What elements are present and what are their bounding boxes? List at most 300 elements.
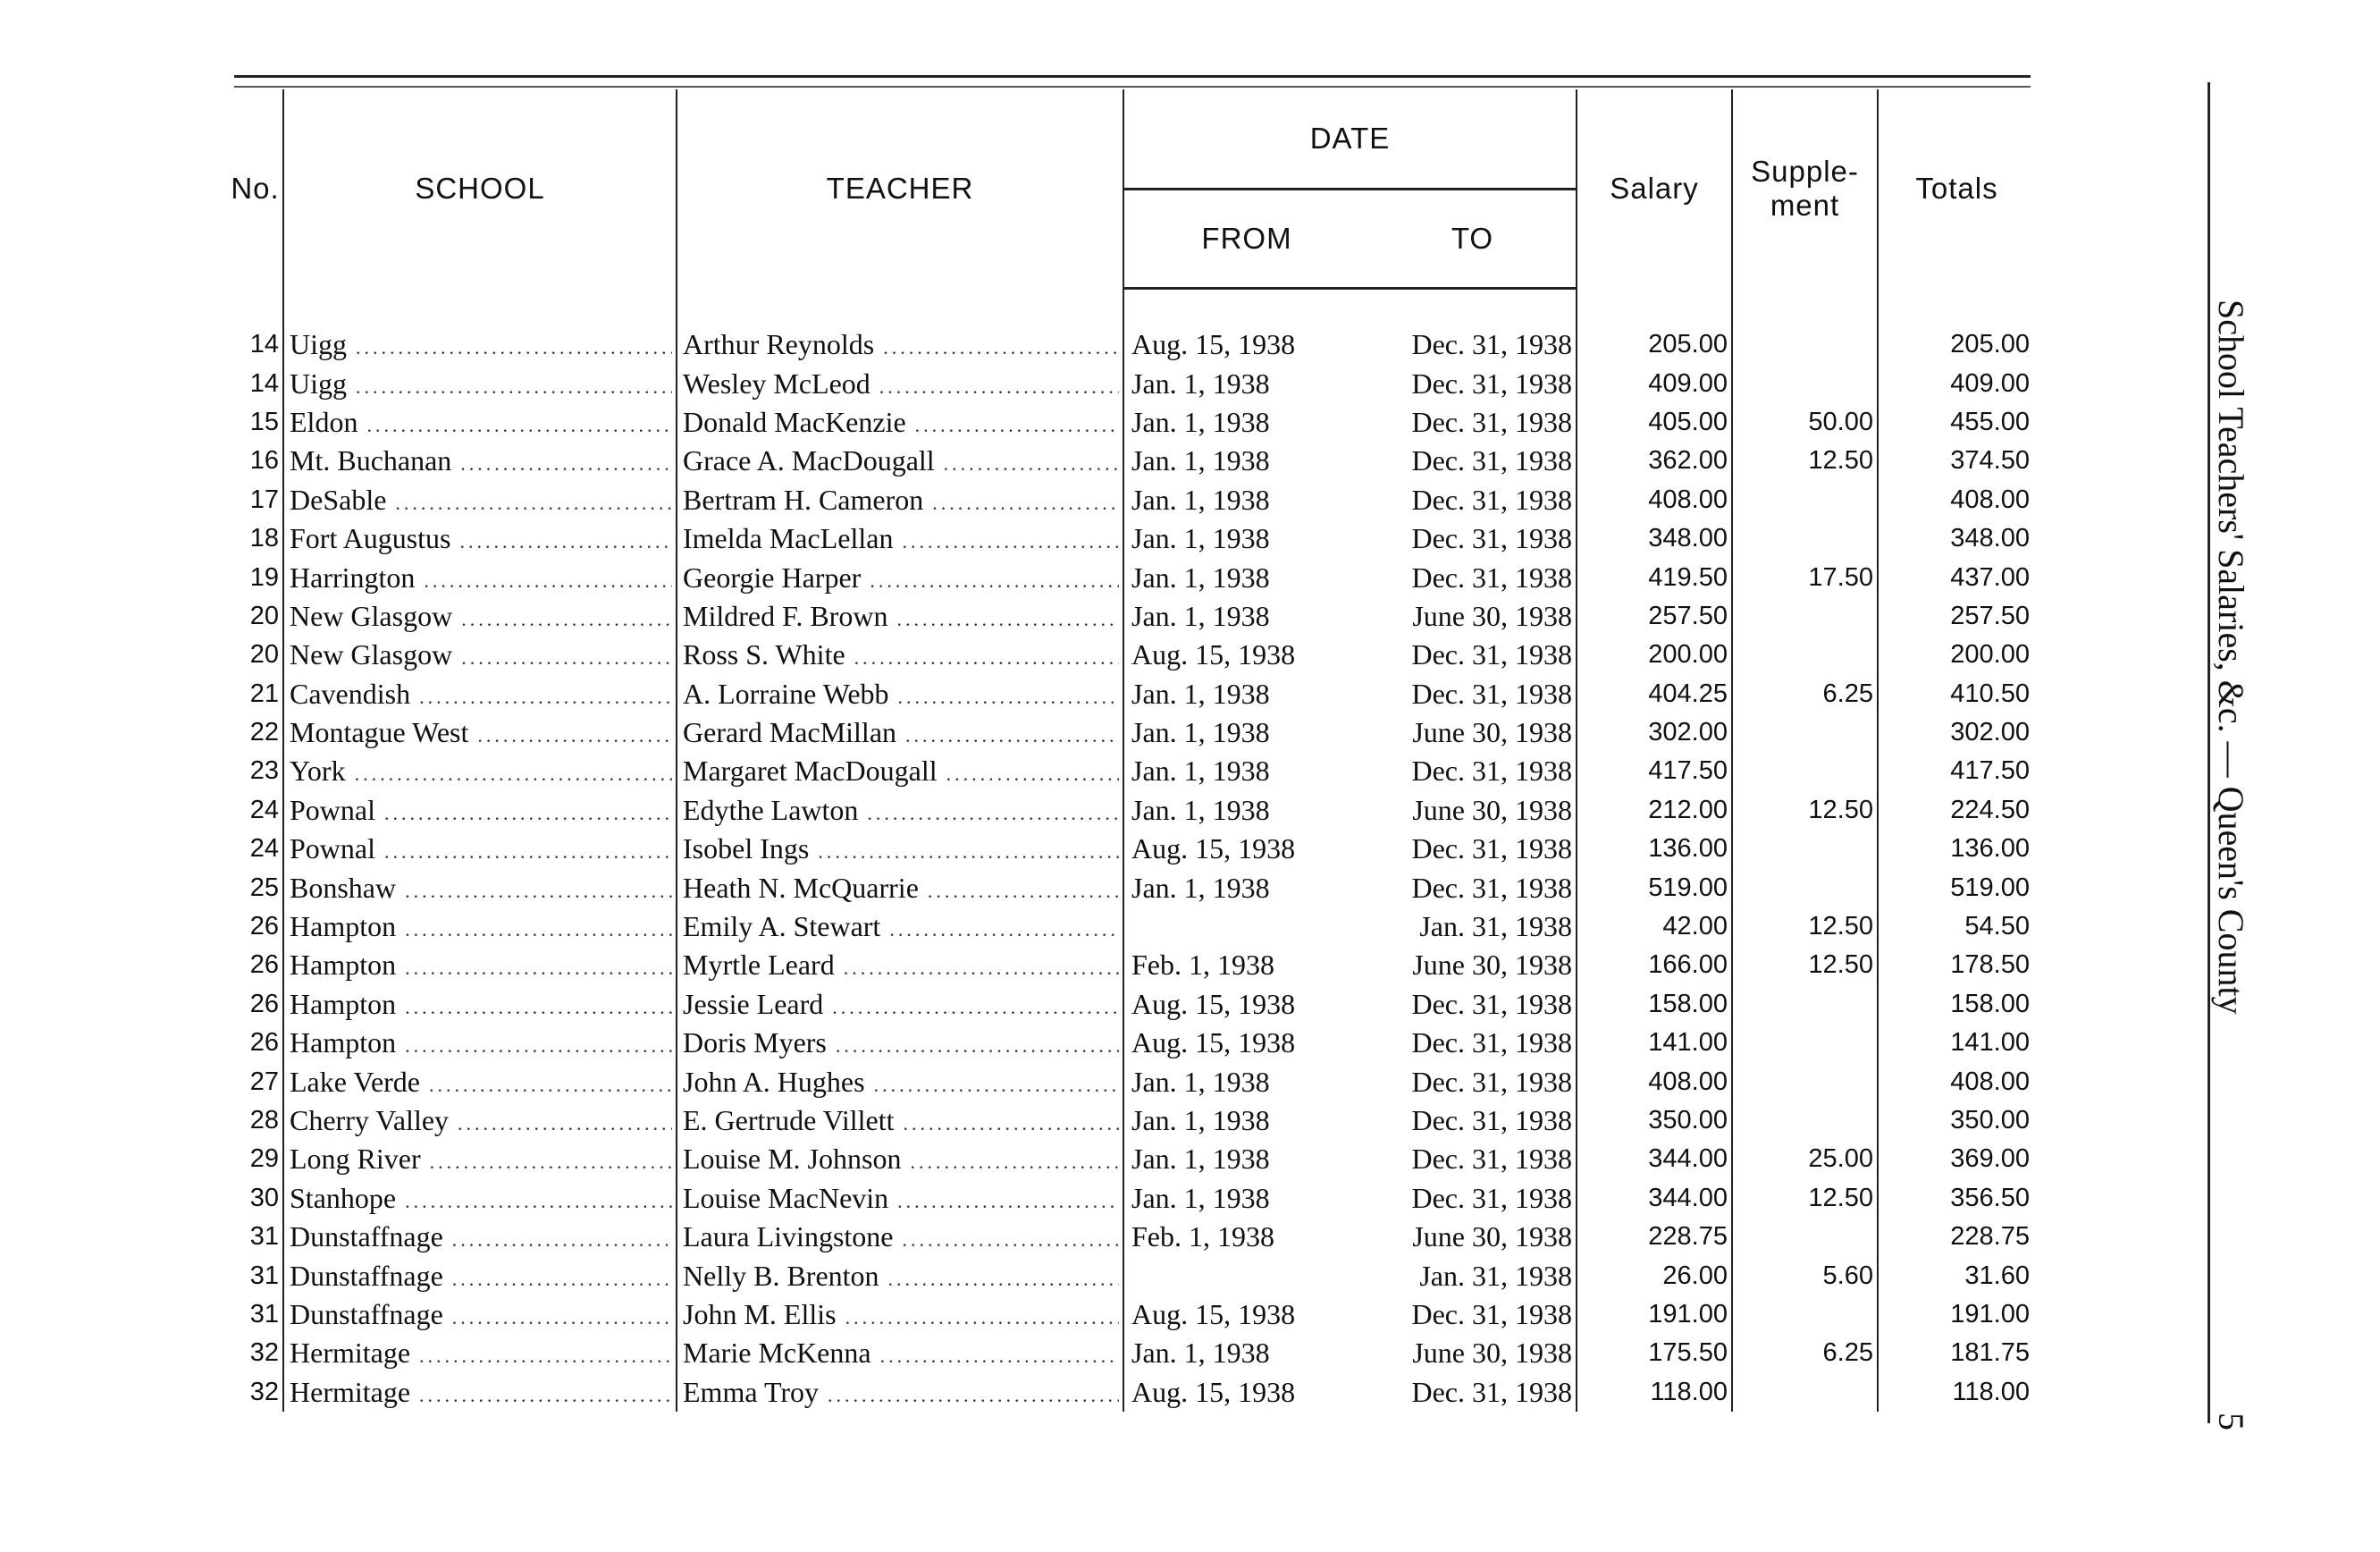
school-cell xyxy=(283,558,677,596)
salary-cell: 404.25 xyxy=(1577,675,1732,713)
teacher-cell-text: Imelda MacLellan xyxy=(683,522,894,555)
from-date-cell: Jan. 1, 1938 xyxy=(1123,1140,1369,1178)
teacher-cell-text: A. Lorraine Webb xyxy=(683,677,889,710)
row-number: 24 xyxy=(249,795,279,824)
total-cell: 410.50 xyxy=(1950,679,2030,708)
table-row xyxy=(228,636,2035,674)
table-row xyxy=(228,907,2035,946)
school-cell xyxy=(283,597,677,636)
dot-leader xyxy=(405,1190,672,1213)
dot-leader xyxy=(932,492,1119,515)
row-number: 23 xyxy=(249,756,279,786)
school-cell xyxy=(283,364,677,402)
from-date-cell: Jan. 1, 1938 xyxy=(1123,713,1369,752)
to-date-cell: June 30, 1938 xyxy=(1412,793,1572,826)
header-from: FROM xyxy=(1123,190,1369,289)
header-salary: Salary xyxy=(1577,89,1732,289)
teacher-cell xyxy=(677,519,1123,558)
dot-leader xyxy=(356,375,672,399)
spacer-row xyxy=(228,289,2035,326)
header-teacher: TEACHER xyxy=(677,89,1123,289)
salary-cell: 212.00 xyxy=(1577,791,1732,830)
dot-leader xyxy=(459,530,672,553)
school-cell xyxy=(283,1295,677,1334)
dot-leader xyxy=(828,1384,1119,1407)
teacher-cell xyxy=(677,675,1123,713)
table-row xyxy=(228,1373,2035,1412)
row-number: 21 xyxy=(249,679,279,708)
supplement-cell xyxy=(1732,752,1878,790)
table-row xyxy=(228,791,2035,830)
total-cell: 118.00 xyxy=(1952,1377,2030,1406)
supplement-cell xyxy=(1732,1295,1878,1334)
school-cell-text: Pownal xyxy=(290,793,375,826)
table-row xyxy=(228,364,2035,402)
supplement-cell: 6.25 xyxy=(1732,1334,1878,1372)
school-cell-text: Hampton xyxy=(290,910,397,943)
school-cell xyxy=(283,1140,677,1178)
teacher-cell-text: Mildred F. Brown xyxy=(683,599,888,632)
school-cell-text: Hampton xyxy=(290,987,397,1020)
from-date-cell: Jan. 1, 1938 xyxy=(1123,1101,1369,1140)
header-totals: Totals xyxy=(1878,89,2035,289)
school-cell-text: Long River xyxy=(290,1143,421,1176)
school-cell xyxy=(283,1218,677,1256)
table-row xyxy=(228,868,2035,907)
salary-cell: 405.00 xyxy=(1577,403,1732,442)
top-double-rule xyxy=(234,75,2031,78)
to-date-cell: June 30, 1938 xyxy=(1412,949,1572,982)
teacher-cell xyxy=(677,558,1123,596)
school-cell-text: Montague West xyxy=(290,716,469,749)
school-cell-text: Hampton xyxy=(290,949,397,982)
school-cell xyxy=(283,1062,677,1101)
row-number: 15 xyxy=(249,407,279,436)
teacher-cell-text: Isobel Ings xyxy=(683,832,810,865)
from-date-cell: Jan. 1, 1938 xyxy=(1123,1062,1369,1101)
from-date-cell: Jan. 1, 1938 xyxy=(1123,442,1369,480)
school-cell xyxy=(283,713,677,752)
table-body xyxy=(228,289,2035,1412)
school-cell-text: York xyxy=(290,755,346,788)
supplement-cell xyxy=(1732,985,1878,1024)
supplement-cell: 50.00 xyxy=(1732,403,1878,442)
school-cell-text: Bonshaw xyxy=(290,871,397,904)
teacher-cell xyxy=(677,907,1123,946)
dot-leader xyxy=(419,686,672,709)
teacher-cell-text: Grace A. MacDougall xyxy=(683,444,935,477)
table-row xyxy=(228,946,2035,984)
row-number: 31 xyxy=(249,1299,279,1328)
dot-leader xyxy=(419,1384,672,1407)
total-cell: 369.00 xyxy=(1950,1144,2030,1174)
from-date-cell: Feb. 1, 1938 xyxy=(1123,946,1369,984)
header-to: TO xyxy=(1369,190,1577,289)
from-date-cell xyxy=(1123,1256,1369,1295)
teacher-cell-text: Ross S. White xyxy=(683,638,845,671)
teacher-cell xyxy=(677,791,1123,830)
side-caption xyxy=(2211,299,2279,1453)
table-row xyxy=(228,1101,2035,1140)
from-date-cell: Aug. 15, 1938 xyxy=(1123,1373,1369,1412)
school-cell-text: Stanhope xyxy=(290,1181,397,1214)
teacher-cell xyxy=(677,1062,1123,1101)
school-cell-text: Hermitage xyxy=(290,1375,411,1408)
school-cell-text: Pownal xyxy=(290,832,375,865)
to-date-cell: Dec. 31, 1938 xyxy=(1411,1181,1572,1214)
salary-cell: 118.00 xyxy=(1577,1373,1732,1412)
to-date-cell: Jan. 31, 1938 xyxy=(1419,910,1572,943)
school-cell-text: New Glasgow xyxy=(290,599,453,632)
school-cell xyxy=(283,519,677,558)
dot-leader xyxy=(405,1034,672,1058)
supplement-cell xyxy=(1732,1218,1878,1256)
teacher-cell xyxy=(677,1140,1123,1178)
teacher-cell xyxy=(677,325,1123,364)
table-row xyxy=(228,558,2035,596)
to-date-cell: Dec. 31, 1938 xyxy=(1411,444,1572,477)
dot-leader xyxy=(896,608,1119,631)
teacher-cell xyxy=(677,946,1123,984)
teacher-cell xyxy=(677,1256,1123,1295)
to-date-cell: Dec. 31, 1938 xyxy=(1411,1104,1572,1136)
dot-leader xyxy=(424,569,672,593)
row-number: 26 xyxy=(249,912,279,941)
school-cell xyxy=(283,636,677,674)
school-cell-text: Dunstaffnage xyxy=(290,1259,443,1292)
table-row xyxy=(228,519,2035,558)
table-row xyxy=(228,1334,2035,1372)
salary-table xyxy=(228,89,2035,1412)
header-date: DATE xyxy=(1123,89,1577,190)
header-supplement: Supple- ment xyxy=(1732,89,1878,289)
dot-leader xyxy=(902,530,1119,553)
from-date-cell: Jan. 1, 1938 xyxy=(1123,481,1369,519)
total-cell: 31.60 xyxy=(1964,1261,2030,1290)
total-cell: 455.00 xyxy=(1950,407,2030,436)
salary-cell: 166.00 xyxy=(1577,946,1732,984)
total-cell: 408.00 xyxy=(1950,485,2030,514)
school-cell-text: Mt. Buchanan xyxy=(290,444,452,477)
teacher-cell xyxy=(677,985,1123,1024)
dot-leader xyxy=(429,1074,672,1097)
teacher-cell xyxy=(677,403,1123,442)
from-date-cell: Jan. 1, 1938 xyxy=(1123,675,1369,713)
teacher-cell xyxy=(677,868,1123,907)
from-date-cell: Jan. 1, 1938 xyxy=(1123,752,1369,790)
to-date-cell: Dec. 31, 1938 xyxy=(1411,677,1572,710)
dot-leader xyxy=(452,1268,672,1291)
school-cell-text: DeSable xyxy=(290,483,387,516)
dot-leader xyxy=(870,569,1119,593)
dot-leader xyxy=(946,763,1119,786)
school-cell-text: Uigg xyxy=(290,367,347,400)
row-number: 14 xyxy=(249,330,279,359)
teacher-cell xyxy=(677,713,1123,752)
total-cell: 181.75 xyxy=(1950,1338,2030,1368)
school-cell xyxy=(283,907,677,946)
school-cell xyxy=(283,1179,677,1218)
dot-leader xyxy=(854,646,1119,670)
school-cell-text: Cavendish xyxy=(290,677,411,710)
dot-leader xyxy=(832,996,1119,1019)
table-row xyxy=(228,752,2035,790)
supplement-cell xyxy=(1732,1062,1878,1101)
dot-leader xyxy=(902,1228,1119,1252)
supplement-cell xyxy=(1732,364,1878,402)
total-cell: 205.00 xyxy=(1950,330,2030,359)
teacher-cell-text: Marie McKenna xyxy=(683,1337,871,1370)
dot-leader xyxy=(888,1268,1119,1291)
teacher-cell xyxy=(677,752,1123,790)
row-number: 20 xyxy=(249,601,279,630)
total-cell: 178.50 xyxy=(1950,950,2030,980)
supplement-cell: 25.00 xyxy=(1732,1140,1878,1178)
dot-leader xyxy=(405,996,672,1019)
dot-leader xyxy=(461,646,672,670)
salary-cell: 141.00 xyxy=(1577,1024,1732,1062)
teacher-cell xyxy=(677,481,1123,519)
table-row xyxy=(228,1140,2035,1178)
school-cell-text: Dunstaffnage xyxy=(290,1297,443,1330)
teacher-cell xyxy=(677,364,1123,402)
total-cell: 409.00 xyxy=(1950,368,2030,398)
dot-leader xyxy=(889,918,1119,941)
header-school: SCHOOL xyxy=(283,89,677,289)
from-date-cell: Aug. 15, 1938 xyxy=(1123,636,1369,674)
school-cell-text: Hermitage xyxy=(290,1337,411,1370)
to-date-cell: Jan. 31, 1938 xyxy=(1419,1259,1572,1292)
from-date-cell: Jan. 1, 1938 xyxy=(1123,519,1369,558)
dot-leader xyxy=(355,763,672,786)
teacher-cell xyxy=(677,1218,1123,1256)
salary-cell: 408.00 xyxy=(1577,481,1732,519)
dot-leader xyxy=(405,880,672,903)
to-date-cell: Dec. 31, 1938 xyxy=(1411,522,1572,555)
to-date-cell: Dec. 31, 1938 xyxy=(1411,405,1572,438)
table-row xyxy=(228,675,2035,713)
teacher-cell xyxy=(677,1024,1123,1062)
teacher-cell xyxy=(677,442,1123,480)
from-date-cell: Jan. 1, 1938 xyxy=(1123,597,1369,636)
teacher-cell-text: Arthur Reynolds xyxy=(683,328,875,361)
teacher-cell xyxy=(677,1101,1123,1140)
teacher-cell xyxy=(677,1373,1123,1412)
total-cell: 54.50 xyxy=(1964,912,2030,941)
row-number: 31 xyxy=(249,1222,279,1252)
dot-leader xyxy=(867,802,1119,825)
supplement-cell: 12.50 xyxy=(1732,907,1878,946)
salary-cell: 344.00 xyxy=(1577,1179,1732,1218)
to-date-cell: Dec. 31, 1938 xyxy=(1411,328,1572,361)
salary-cell: 26.00 xyxy=(1577,1256,1732,1295)
total-cell: 158.00 xyxy=(1950,989,2030,1018)
salary-cell: 205.00 xyxy=(1577,325,1732,364)
dot-leader xyxy=(419,1345,672,1368)
dot-leader xyxy=(874,1074,1119,1097)
row-number: 19 xyxy=(249,562,279,592)
from-date-cell: Aug. 15, 1938 xyxy=(1123,325,1369,364)
supplement-cell xyxy=(1732,868,1878,907)
row-number: 32 xyxy=(249,1338,279,1368)
total-cell: 228.75 xyxy=(1950,1222,2030,1252)
to-date-cell: Dec. 31, 1938 xyxy=(1411,1143,1572,1176)
dot-leader xyxy=(477,724,672,747)
school-cell xyxy=(283,675,677,713)
school-cell-text: Hampton xyxy=(290,1026,397,1059)
row-number: 28 xyxy=(249,1106,279,1134)
total-cell: 200.00 xyxy=(1950,640,2030,670)
to-date-cell: Dec. 31, 1938 xyxy=(1411,1026,1572,1059)
to-date-cell: Dec. 31, 1938 xyxy=(1411,755,1572,788)
dot-leader xyxy=(879,375,1119,399)
total-cell: 356.50 xyxy=(1950,1183,2030,1212)
school-cell-text: Uigg xyxy=(290,328,347,361)
salary-cell: 158.00 xyxy=(1577,985,1732,1024)
to-date-cell: Dec. 31, 1938 xyxy=(1411,367,1572,400)
dot-leader xyxy=(405,957,672,980)
total-cell: 374.50 xyxy=(1950,446,2030,476)
supplement-cell: 6.25 xyxy=(1732,675,1878,713)
teacher-cell xyxy=(677,1179,1123,1218)
dot-leader xyxy=(915,414,1119,437)
salary-cell: 350.00 xyxy=(1577,1101,1732,1140)
dot-leader xyxy=(883,336,1119,359)
supplement-cell xyxy=(1732,481,1878,519)
school-cell xyxy=(283,868,677,907)
teacher-cell-text: Bertram H. Cameron xyxy=(683,483,924,516)
row-number: 14 xyxy=(249,368,279,398)
row-number: 29 xyxy=(249,1144,279,1174)
teacher-cell-text: John M. Ellis xyxy=(683,1297,837,1330)
table-row xyxy=(228,442,2035,480)
table-row xyxy=(228,1295,2035,1334)
dot-leader xyxy=(844,957,1119,980)
teacher-cell-text: Emily A. Stewart xyxy=(683,910,881,943)
to-date-cell: Dec. 31, 1938 xyxy=(1411,561,1572,594)
dot-leader xyxy=(384,840,672,864)
supplement-cell xyxy=(1732,713,1878,752)
total-cell: 437.00 xyxy=(1950,562,2030,592)
row-number: 17 xyxy=(249,485,279,514)
total-cell: 224.50 xyxy=(1950,795,2030,824)
total-cell: 191.00 xyxy=(1950,1299,2030,1328)
salary-cell: 362.00 xyxy=(1577,442,1732,480)
to-date-cell: Dec. 31, 1938 xyxy=(1411,987,1572,1020)
salary-cell: 136.00 xyxy=(1577,830,1732,868)
row-number: 27 xyxy=(249,1067,279,1096)
teacher-cell-text: Nelly B. Brenton xyxy=(683,1259,879,1292)
dot-leader xyxy=(904,1112,1119,1135)
from-date-cell: Jan. 1, 1938 xyxy=(1123,558,1369,596)
table-row xyxy=(228,403,2035,442)
dot-leader xyxy=(944,452,1119,476)
salary-cell: 42.00 xyxy=(1577,907,1732,946)
total-cell: 350.00 xyxy=(1950,1106,2030,1134)
teacher-cell xyxy=(677,1334,1123,1372)
table-row xyxy=(228,830,2035,868)
school-cell-text: Lake Verde xyxy=(290,1065,420,1098)
dot-leader xyxy=(405,918,672,941)
school-cell-text: Eldon xyxy=(290,405,358,438)
teacher-cell-text: Emma Troy xyxy=(683,1375,820,1408)
row-number: 26 xyxy=(249,950,279,980)
salary-cell: 257.50 xyxy=(1577,597,1732,636)
from-date-cell: Aug. 15, 1938 xyxy=(1123,1295,1369,1334)
from-date-cell: Jan. 1, 1938 xyxy=(1123,403,1369,442)
from-date-cell: Jan. 1, 1938 xyxy=(1123,791,1369,830)
teacher-cell-text: Georgie Harper xyxy=(683,561,862,594)
teacher-cell xyxy=(677,597,1123,636)
row-number: 32 xyxy=(249,1377,279,1406)
salary-cell: 409.00 xyxy=(1577,364,1732,402)
salary-cell: 408.00 xyxy=(1577,1062,1732,1101)
teacher-cell-text: Doris Myers xyxy=(683,1026,827,1059)
supplement-cell xyxy=(1732,1101,1878,1140)
row-number: 25 xyxy=(249,873,279,902)
teacher-cell xyxy=(677,830,1123,868)
total-cell: 348.00 xyxy=(1950,524,2030,553)
row-number: 20 xyxy=(249,640,279,670)
dot-leader xyxy=(366,414,672,437)
school-cell xyxy=(283,752,677,790)
to-date-cell: June 30, 1938 xyxy=(1412,599,1572,632)
header-no: No. xyxy=(231,172,280,206)
supplement-cell xyxy=(1732,519,1878,558)
from-date-cell: Jan. 1, 1938 xyxy=(1123,868,1369,907)
to-date-cell: June 30, 1938 xyxy=(1412,716,1572,749)
to-date-cell: Dec. 31, 1938 xyxy=(1411,638,1572,671)
table-row xyxy=(228,325,2035,364)
salary-cell: 348.00 xyxy=(1577,519,1732,558)
row-number: 16 xyxy=(249,446,279,476)
to-date-cell: Dec. 31, 1938 xyxy=(1411,1297,1572,1330)
from-date-cell: Jan. 1, 1938 xyxy=(1123,364,1369,402)
school-cell xyxy=(283,1256,677,1295)
page-number: 5 xyxy=(2211,1413,2251,1430)
table-row xyxy=(228,1062,2035,1101)
dot-leader xyxy=(395,492,672,515)
supplement-cell xyxy=(1732,1373,1878,1412)
salary-cell: 191.00 xyxy=(1577,1295,1732,1334)
dot-leader xyxy=(845,1306,1119,1329)
from-date-cell: Jan. 1, 1938 xyxy=(1123,1334,1369,1372)
row-number: 18 xyxy=(249,524,279,553)
salary-cell: 417.50 xyxy=(1577,752,1732,790)
table-row xyxy=(228,1218,2035,1256)
from-date-cell: Aug. 15, 1938 xyxy=(1123,1024,1369,1062)
school-cell-text: Harrington xyxy=(290,561,416,594)
dot-leader xyxy=(458,1112,672,1135)
school-cell-text: New Glasgow xyxy=(290,638,453,671)
salary-cell: 519.00 xyxy=(1577,868,1732,907)
row-number: 24 xyxy=(249,834,279,864)
teacher-cell-text: Louise MacNevin xyxy=(683,1181,889,1214)
table-row xyxy=(228,985,2035,1024)
total-cell: 257.50 xyxy=(1950,601,2030,630)
school-cell xyxy=(283,481,677,519)
dot-leader xyxy=(430,1151,672,1174)
top-thin-rule xyxy=(234,86,2031,88)
school-cell xyxy=(283,403,677,442)
school-cell xyxy=(283,1373,677,1412)
salary-cell: 200.00 xyxy=(1577,636,1732,674)
from-date-cell: Feb. 1, 1938 xyxy=(1123,1218,1369,1256)
from-date-cell xyxy=(1123,907,1369,946)
table-row xyxy=(228,597,2035,636)
row-number: 26 xyxy=(249,1028,279,1058)
school-cell xyxy=(283,442,677,480)
